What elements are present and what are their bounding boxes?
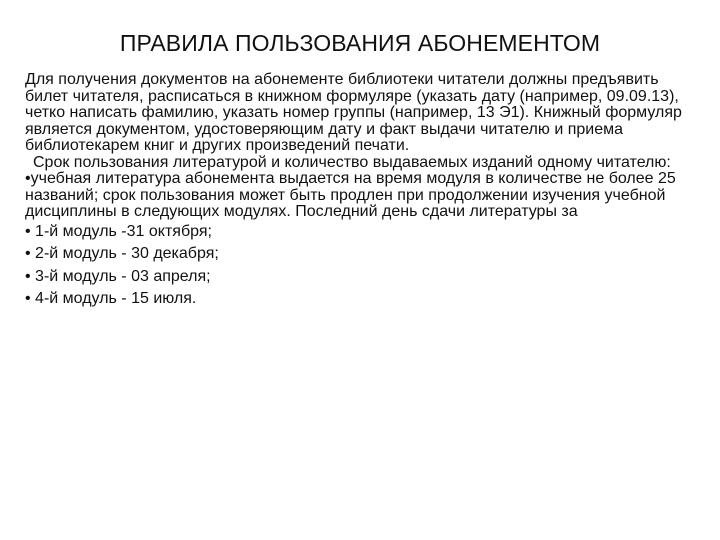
bullet-textbook-loan: •учебная литература абонемента выдается на время модуля в количестве не более 25 названий; срок пользования может быть продлен при продолжении изучения учебной дисциплины в следующих модулях. Последний день сдачи литературы за (25, 170, 676, 220)
paragraph-document-requirements: Для получения документов на абонементе библиотеки читатели должны предъявить билет читателя, расписаться в книжном формуляре (указать дату (например, 09.09.13), четко написать фамилию, указать номер группы (например, 13 Э1). Книжный формуляр является документом, удостоверяющим дату и факт выдачи читателю и приема библиотекарем книг и других произведений печати. (25, 71, 682, 154)
slide-body (25, 72, 693, 314)
slide-title: ПРАВИЛА ПОЛЬЗОВАНИЯ АБОНЕМЕНТОМ (119, 30, 601, 56)
paragraph-loan-terms: Срок пользования литературой и количество выдаваемых изданий одному читателю: (33, 153, 671, 171)
deadline-list (25, 224, 693, 308)
deadline-item-module-3: • 3-й модуль - 03 апреля; (25, 267, 211, 285)
deadline-item-module-1: • 1-й модуль -31 октября; (25, 222, 212, 240)
deadline-item-module-4: • 4-й модуль - 15 июля. (25, 290, 197, 307)
deadline-item-module-2: • 2-й модуль - 30 декабря; (25, 245, 219, 262)
